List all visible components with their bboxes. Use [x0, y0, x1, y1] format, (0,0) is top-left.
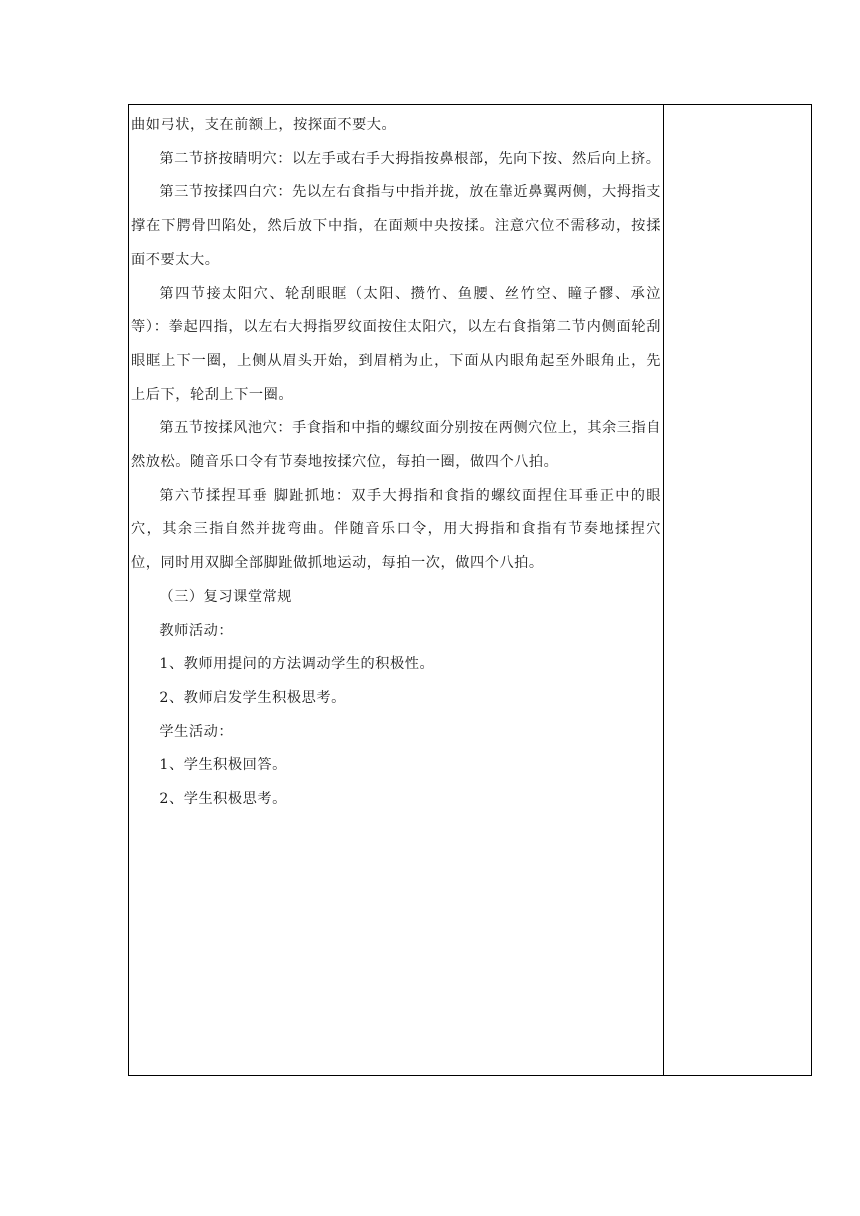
list-item: 1、教师用提问的方法调动学生的积极性。 — [159, 656, 435, 673]
list-item: 2、教师启发学生积极思考。 — [159, 689, 346, 706]
paragraph: 第五节按揉风池穴：手食指和中指的螺纹面分别按在两侧穴位上，其余三指自然放松。随音乐口令有节奏地按揉穴位，每拍一圈，做四个八拍。 — [131, 420, 661, 471]
paragraph: 第三节按揉四白穴：先以左右食指与中指并拢，放在靠近鼻翼两侧，大拇指支撑在下腭骨凹陷处，然后放下中指，在面颊中央按揉。注意穴位不需移动，按揉面不要太大。 — [131, 184, 661, 268]
content-cell — [129, 105, 664, 1075]
content-body — [131, 109, 661, 817]
paragraph: 第六节揉捏耳垂 脚趾抓地：双手大拇指和食指的螺纹面捏住耳垂正中的眼穴，其余三指自然并拢弯曲。伴随音乐口令，用大拇指和食指有节奏地揉捏穴位，同时用双脚全部脚趾做抓地运动，每拍一次，做四个八拍。 — [131, 487, 661, 572]
paragraph: 曲如弓状，支在前额上，按探面不要大。 — [131, 117, 397, 133]
section-heading: （三）复习课堂常规 — [159, 588, 293, 605]
paragraph: 第四节接太阳穴、轮刮眼眶（太阳、攒竹、鱼腰、丝竹空、瞳子髎、承泣等）：拳起四指，以左右大拇指罗纹面按住太阳穴，以左右食指第二节内侧面轮刮眼眶上下一圈，上侧从眉头开始，到眉梢为止，下面从内眼角起至外眼角止，先上后下，轮刮上下一圈。 — [131, 285, 661, 403]
notes-cell — [664, 105, 811, 1075]
teacher-activity-heading: 教师活动： — [159, 622, 234, 639]
list-item: 2、学生积极思考。 — [159, 791, 287, 808]
student-activity-heading: 学生活动： — [159, 723, 234, 740]
lesson-table — [128, 104, 812, 1076]
paragraph: 第二节挤按睛明穴：以左手或右手大拇指按鼻根部，先向下按、然后向上挤。 — [159, 150, 661, 167]
list-item: 1、学生积极回答。 — [159, 757, 287, 774]
